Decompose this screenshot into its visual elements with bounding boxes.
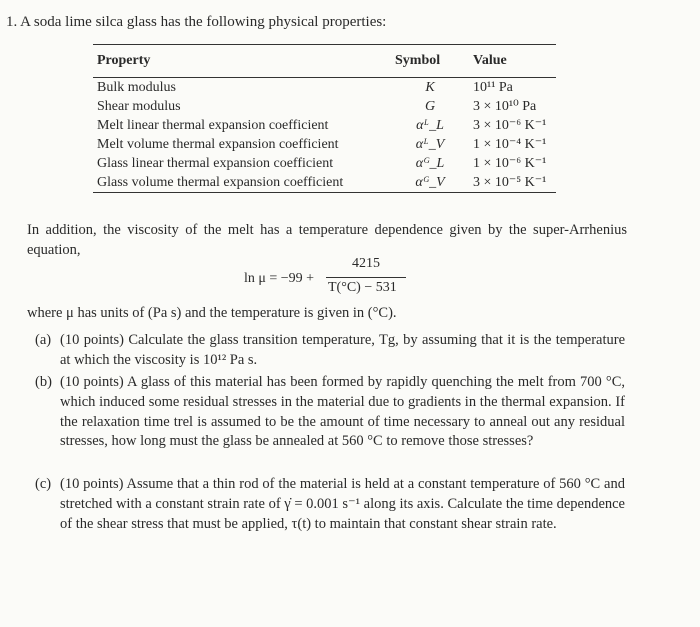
symbol-cell: αᴳ_L [415,156,445,171]
value-cell: 3 × 10⁻⁶ K⁻¹ [473,118,547,133]
property-cell: Glass volume thermal expansion coefficient [93,173,391,193]
symbol-cell: αᴸ_L [416,118,444,133]
question-title: 1. A soda lime silca glass has the following physical properties: [6,14,387,30]
property-cell: Melt volume thermal expansion coefficient [97,137,339,152]
table-row [93,97,556,116]
part-label: (b) [35,374,52,390]
part-label: (a) [35,332,52,348]
value-cell: 1 × 10⁻⁴ K⁻¹ [473,137,547,152]
part-label: (c) [35,476,52,492]
table-row [93,78,556,98]
fraction-bar [326,277,406,278]
table-row [93,173,556,193]
table-row [93,135,556,154]
properties-table [93,44,556,193]
part-a [35,331,625,371]
symbol-cell: αᴳ_V [391,173,469,193]
symbol-cell: K [425,80,435,95]
intro-paragraph: In addition, the viscosity of the melt has a temperature dependence given by the super-Arrhenius equation, [27,222,627,258]
header-property: Property [93,45,391,78]
where-paragraph: where μ has units of (Pa s) and the temperature is given in (°C). [27,305,397,321]
header-symbol: Symbol [391,45,469,78]
part-text: (10 points) Assume that a thin rod of the material is held at a constant temperature of 560 °C and stretched with a constant strain rate of γ̇ = 0.001 s⁻¹ along its axis. Calculate the time dependence of the shear stress that must be applied, τ(t) to maintain that constant shear strain rate. [60,476,625,532]
property-cell: Bulk modulus [97,80,176,95]
property-cell: Shear modulus [97,99,181,114]
header-value: Value [469,45,556,78]
property-cell: Glass linear thermal expansion coefficient [97,156,334,171]
part-text: (10 points) A glass of this material has been formed by rapidly quenching the melt from 700 °C, which induced some residual stresses in the material due to gradients in the thermal expansion. If the relaxation time trel is assumed to be the amount of time necessary to anneal out any residual stresses, how long must the glass be annealed at 560 °C to remove those stresses? [60,374,625,450]
property-cell: Melt linear thermal expansion coefficient [97,118,329,133]
equation-denominator: T(°C) − 531 [328,280,397,295]
symbol-cell: αᴸ_V [415,137,445,152]
table-row [93,154,556,173]
table-row [93,116,556,135]
value-cell: 3 × 10⁻⁵ K⁻¹ [469,173,556,193]
table-header-row [93,45,556,78]
symbol-cell: G [424,99,436,114]
equation-lhs: ln μ = −99 + [244,271,315,286]
equation-numerator: 4215 [352,256,380,271]
part-text: (10 points) Calculate the glass transition temperature, Tg, by assuming that it is the temperature at which the viscosity is 10¹² Pa s. [60,332,625,368]
value-cell: 1 × 10⁻⁶ K⁻¹ [473,156,547,171]
value-cell: 3 × 10¹⁰ Pa [473,99,537,114]
part-b [35,373,625,452]
part-c [35,475,625,534]
value-cell: 10¹¹ Pa [473,80,513,95]
